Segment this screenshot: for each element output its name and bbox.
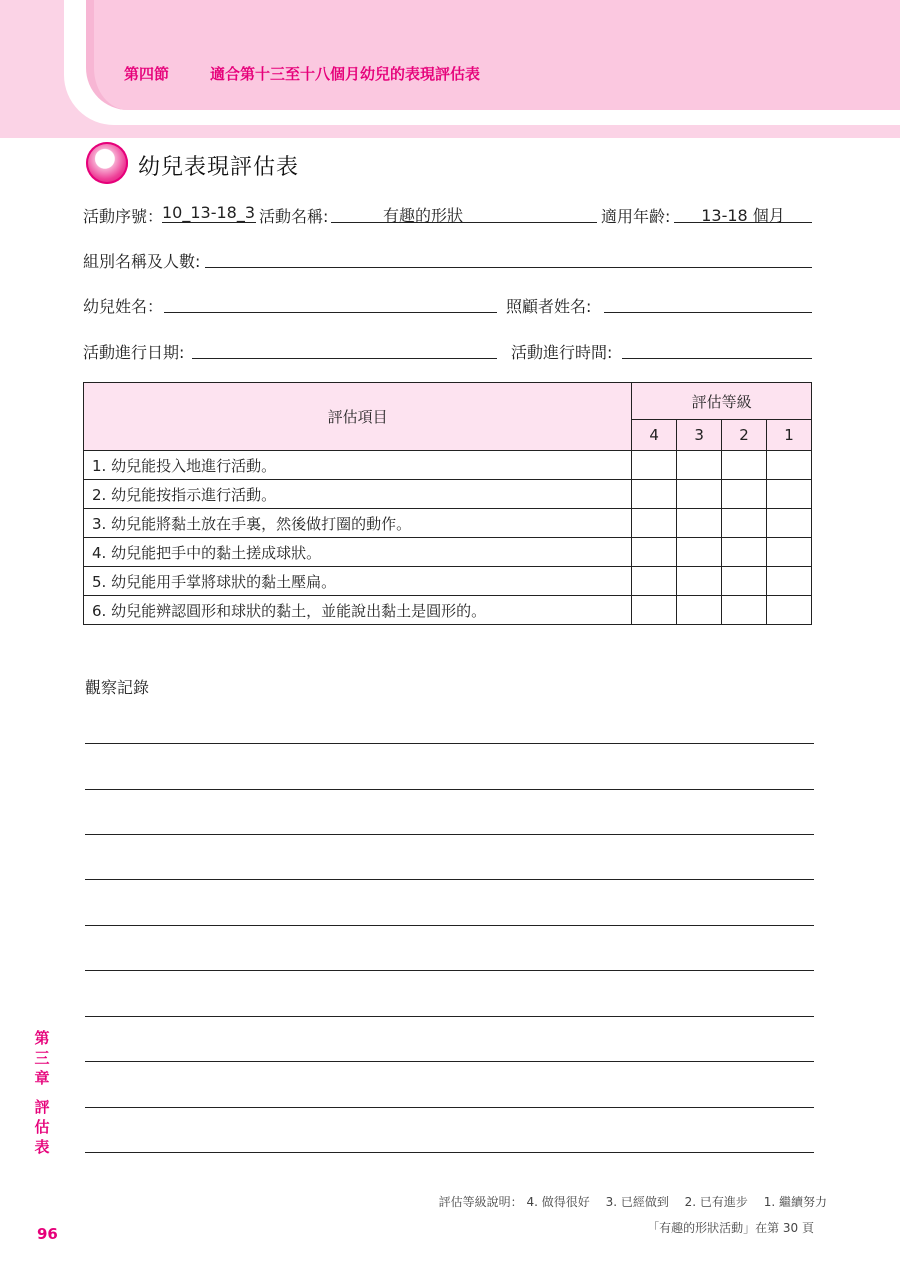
grade-cell[interactable] — [722, 596, 767, 625]
page-number: 96 — [37, 1225, 58, 1243]
observation-line[interactable] — [85, 1061, 814, 1062]
child-name-label: 幼兒姓名： — [83, 297, 164, 316]
observation-line[interactable] — [85, 789, 814, 790]
grade-cell[interactable] — [677, 538, 722, 567]
activity-no-label: 活動序號： — [83, 207, 164, 226]
table-row — [84, 451, 812, 480]
observation-line[interactable] — [85, 1016, 814, 1017]
grade-cell[interactable] — [677, 480, 722, 509]
topic-char: 估 — [34, 1118, 50, 1136]
observation-line[interactable] — [85, 834, 814, 835]
age-field[interactable]: 13-18 個月 — [674, 203, 812, 223]
section-title: 適合第十三至十八個月幼兒的表現評估表 — [210, 65, 481, 83]
table-row — [84, 538, 812, 567]
time-label: 活動進行時間: — [511, 343, 613, 362]
activity-no-field[interactable]: 10_13-18_3 — [162, 203, 256, 222]
observation-line[interactable] — [85, 925, 814, 926]
observation-line[interactable] — [85, 970, 814, 971]
group-label: 組別名稱及人數: — [83, 252, 201, 271]
grade-header-1: 1 — [767, 420, 812, 451]
child-name-field[interactable] — [164, 293, 497, 313]
grade-header-2: 2 — [722, 420, 767, 451]
topic-label — [32, 1097, 52, 1157]
grade-cell[interactable] — [767, 509, 812, 538]
grade-header-3: 3 — [677, 420, 722, 451]
observation-line[interactable] — [85, 1152, 814, 1153]
observation-line[interactable] — [85, 743, 814, 744]
grade-cell[interactable] — [722, 480, 767, 509]
item-text: 1. 幼兒能投入地進行活動。 — [84, 451, 632, 480]
grade-cell[interactable] — [632, 451, 677, 480]
grade-cell[interactable] — [722, 451, 767, 480]
section-number: 第四節 — [124, 65, 170, 83]
grade-cell[interactable] — [677, 451, 722, 480]
grade-header-4: 4 — [632, 420, 677, 451]
bullet-circle-icon — [86, 142, 128, 184]
grade-cell[interactable] — [632, 480, 677, 509]
page-reference: 「有趣的形狀活動」在第 30 頁 — [647, 1221, 814, 1235]
caregiver-field[interactable] — [604, 293, 812, 313]
chapter-label — [32, 1028, 52, 1088]
table-row — [84, 567, 812, 596]
table-row — [84, 480, 812, 509]
table-row — [84, 596, 812, 625]
observation-line[interactable] — [85, 879, 814, 880]
grade-cell[interactable] — [767, 451, 812, 480]
item-text: 6. 幼兒能辨認圓形和球狀的黏土，並能說出黏土是圓形的。 — [84, 596, 632, 625]
date-label: 活動進行日期: — [83, 343, 185, 362]
grade-cell[interactable] — [632, 596, 677, 625]
chapter-char: 章 — [34, 1069, 50, 1087]
activity-name-field[interactable]: 有趣的形狀 — [331, 203, 597, 223]
item-text: 3. 幼兒能將黏土放在手裏，然後做打圈的動作。 — [84, 509, 632, 538]
topic-char: 評 — [34, 1098, 50, 1116]
chapter-char: 第 — [34, 1029, 50, 1047]
grade-legend: 評估等級說明： 4. 做得很好 3. 已經做到 2. 已有進步 1. 繼續努力 — [438, 1195, 827, 1209]
age-label: 適用年齡: — [601, 207, 671, 226]
grade-cell[interactable] — [722, 538, 767, 567]
item-text: 4. 幼兒能把手中的黏土搓成球狀。 — [84, 538, 632, 567]
item-column-header: 評估項目 — [84, 383, 632, 451]
activity-name-label: 活動名稱: — [259, 207, 329, 226]
header-panel — [86, 0, 900, 110]
topic-char: 表 — [34, 1138, 50, 1156]
grade-cell[interactable] — [677, 509, 722, 538]
grade-cell[interactable] — [722, 509, 767, 538]
grade-cell[interactable] — [632, 538, 677, 567]
time-field[interactable] — [622, 339, 812, 359]
grade-cell[interactable] — [767, 480, 812, 509]
form-title: 幼兒表現評估表 — [138, 155, 300, 180]
grade-cell[interactable] — [677, 596, 722, 625]
caregiver-label: 照顧者姓名: — [506, 297, 592, 316]
date-field[interactable] — [192, 339, 497, 359]
grade-column-header: 評估等級 — [632, 383, 812, 420]
grade-cell[interactable] — [677, 567, 722, 596]
assessment-table — [83, 382, 812, 625]
observation-line[interactable] — [85, 1107, 814, 1108]
chapter-char: 三 — [34, 1049, 50, 1067]
grade-cell[interactable] — [632, 509, 677, 538]
grade-cell[interactable] — [632, 567, 677, 596]
grade-cell[interactable] — [767, 538, 812, 567]
item-text: 2. 幼兒能按指示進行活動。 — [84, 480, 632, 509]
table-row — [84, 509, 812, 538]
grade-cell[interactable] — [767, 567, 812, 596]
item-text: 5. 幼兒能用手掌將球狀的黏土壓扁。 — [84, 567, 632, 596]
grade-cell[interactable] — [722, 567, 767, 596]
observation-title: 觀察記錄 — [85, 678, 150, 697]
group-field[interactable] — [205, 248, 812, 268]
grade-cell[interactable] — [767, 596, 812, 625]
